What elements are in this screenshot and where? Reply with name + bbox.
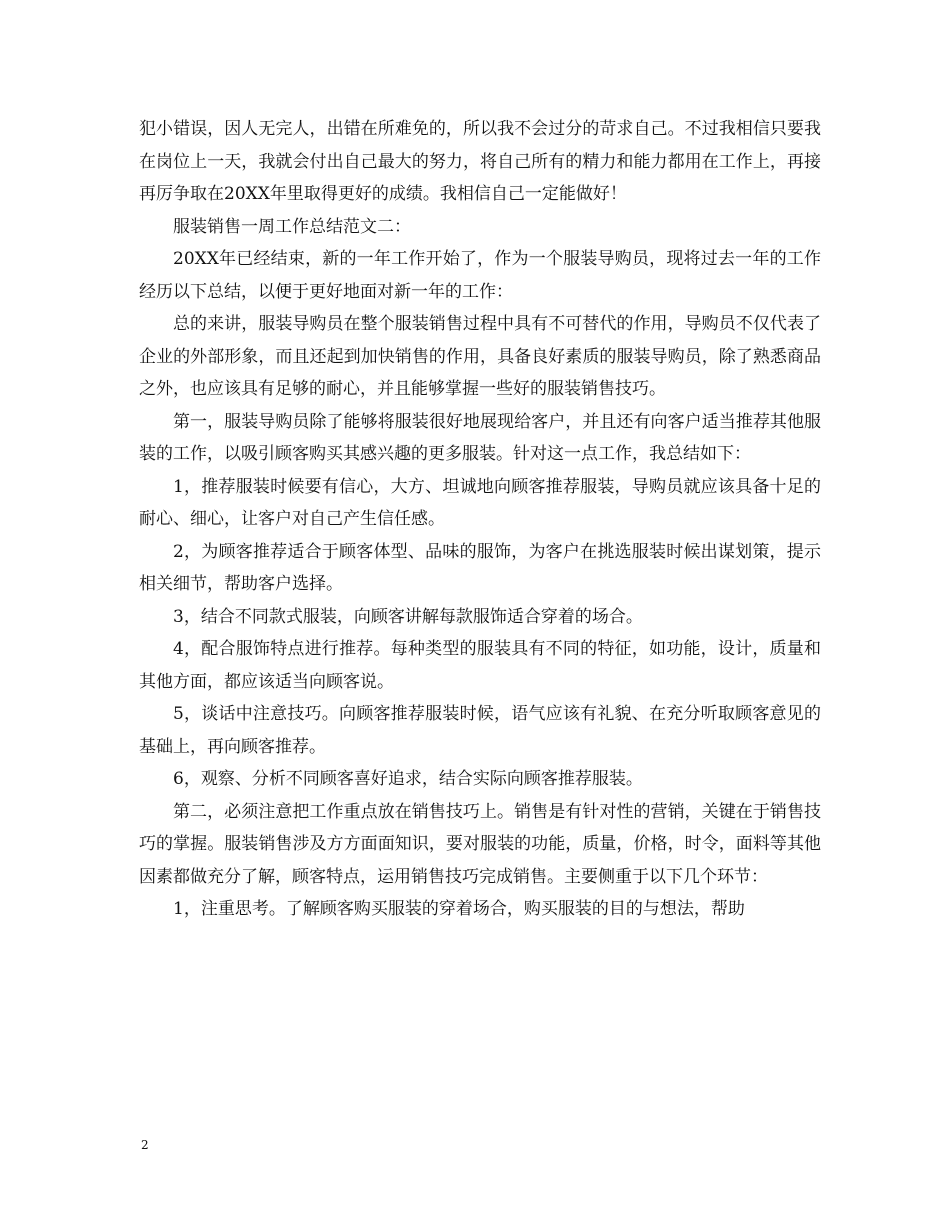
paragraph-item-2: 2，为顾客推荐适合于顾客体型、品味的服饰，为客户在挑选服装时候出谋划策，提示相关细节，帮助客户选择。 bbox=[139, 541, 821, 594]
paragraph-point-two: 第二，必须注意把工作重点放在销售技巧上。销售是有针对性的营销，关键在于销售技巧的掌握。服装销售涉及方方面面知识，要对服装的功能，质量，价格，时令，面料等其他因素都做充分了解，顾客特点，运用销售技巧完成销售。主要侧重于以下几个环节： bbox=[139, 801, 821, 887]
paragraph-item-1: 1，推荐服装时候要有信心，大方、坦诚地向顾客推荐服装，导购员就应该具备十足的耐心、细心，让客户对自己产生信任感。 bbox=[139, 476, 821, 529]
paragraph-item-6: 6，观察、分析不同顾客喜好追求，结合实际向顾客推荐服装。 bbox=[173, 769, 643, 789]
paragraph-continuation: 犯小错误，因人无完人，出错在所难免的，所以我不会过分的苛求自己。不过我相信只要我在岗位上一天，我就会付出自己最大的努力，将自己所有的精力和能力都用在工作上，再接再厉争取在20XX年里取得更好的成绩。我相信自己一定能做好！ bbox=[139, 119, 821, 204]
paragraph-sub-item-1: 1，注重思考。了解顾客购买服装的穿着场合，购买服装的目的与想法，帮助 bbox=[173, 899, 745, 919]
paragraph-intro: 20XX年已经结束，新的一年工作开始了，作为一个服装导购员，现将过去一年的工作经历以下总结，以便于更好地面对新一年的工作： bbox=[139, 249, 821, 302]
paragraph-overview: 总的来讲，服装导购员在整个服装销售过程中具有不可替代的作用，导购员不仅代表了企业的外部形象，而且还起到加快销售的作用，具备良好素质的服装导购员，除了熟悉商品之外，也应该具有足够的耐心，并且能够掌握一些好的服装销售技巧。 bbox=[139, 314, 821, 399]
paragraph-item-5: 5，谈话中注意技巧。向顾客推荐服装时候，语气应该有礼貌、在充分听取顾客意见的基础上，再向顾客推荐。 bbox=[139, 704, 821, 757]
page-number: 2 bbox=[141, 1138, 149, 1152]
paragraph-item-4: 4，配合服饰特点进行推荐。每种类型的服装具有不同的特征，如功能，设计，质量和其他方面，都应该适当向顾客说。 bbox=[139, 639, 821, 692]
paragraph-point-one: 第一，服装导购员除了能够将服装很好地展现给客户，并且还有向客户适当推荐其他服装的工作，以吸引顾客购买其感兴趣的更多服装。针对这一点工作，我总结如下： bbox=[139, 411, 821, 464]
paragraph-section-title: 服装销售一周工作总结范文二： bbox=[173, 216, 411, 237]
document-body bbox=[139, 113, 821, 926]
paragraph-item-3: 3，结合不同款式服装，向顾客讲解每款服饰适合穿着的场合。 bbox=[173, 606, 643, 627]
